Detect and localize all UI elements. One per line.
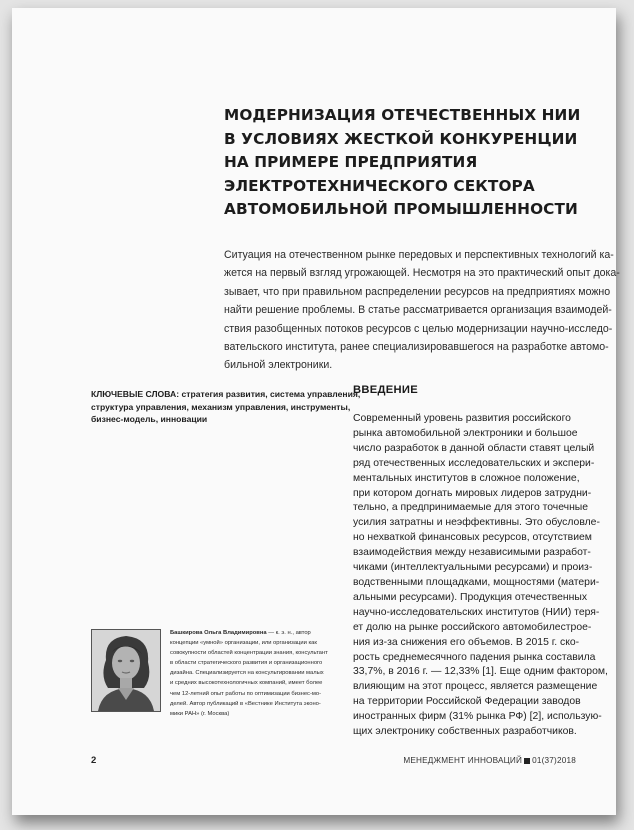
keywords (91, 388, 361, 426)
body-line: Современный уровень развития российского (353, 413, 571, 424)
author-portrait-image (92, 630, 160, 711)
bio-line: концепции «умной» организации, или организации как (170, 640, 317, 647)
article-title (224, 104, 584, 222)
body-line: ряд отечественных исследовательских и экспери- (353, 457, 595, 469)
keywords-line: структура управления, механизм управления, инструменты, (91, 401, 351, 412)
abstract-line: жется на первый взгляд угрожающей. Несмотря на это практический опыт дока- (224, 267, 620, 280)
body-line: иностранных фирм (31% рынка РФ) [2], использую- (353, 711, 602, 723)
bio-line: в области стратегического развития и организационного (170, 660, 323, 667)
body-line: чиками (интеллектуальными ресурсами) и произ- (353, 562, 593, 574)
body-line: водственными площадками, мощностями (матери- (353, 576, 600, 588)
body-line: ет долю на рынке российского автомобилестрое- (353, 621, 592, 633)
bio-line: делей. Автор публикаций в «Вестнике Института эконо- (170, 700, 321, 707)
body-line: научно-исследовательских институтов (НИИ) теря- (353, 606, 600, 618)
body-line: ментальных институтов в сложное положение, (353, 472, 580, 484)
section-heading: ВВЕДЕНИЕ (353, 384, 419, 396)
body-line: взаимодействия между независимыми разработ- (353, 547, 591, 559)
body-line: альными ресурсами). Продукция отечественных (353, 591, 588, 603)
journal-name: МЕНЕДЖМЕНТ ИННОВАЦИЙ (403, 756, 523, 765)
abstract-line: Ситуация на отечественном рынке передовых и перспективных технологий ка- (224, 249, 614, 261)
author-bio (170, 628, 350, 719)
title-line: В УСЛОВИЯХ ЖЕСТКОЙ КОНКУРЕНЦИИ (224, 129, 578, 148)
title-line: АВТОМОБИЛЬНОЙ ПРОМЫШЛЕННОСТИ (224, 200, 578, 218)
bio-line: совокупности областей концентрации знания, консультант (170, 650, 328, 657)
body-line: рынка автомобильной электроники и большое (353, 427, 578, 439)
abstract-line: бильной электроники. (224, 359, 333, 372)
abstract-line: зывает, что при правильном распределении ресурсов на предприятиях можно (224, 285, 611, 298)
bio-line: дизайна. Специализируется на консультировании малых (170, 670, 324, 677)
page-number: 2 (91, 755, 97, 766)
body-text (353, 412, 608, 740)
body-line: число разработок в данной области ставят целый (353, 442, 595, 454)
body-line: влияющим на этот процесс, является размещение (353, 681, 598, 693)
issue-number: 01(37)2018 (532, 756, 576, 765)
body-line: на территории Российской Федерации заводов (353, 696, 581, 708)
body-line: но нехваткой финансовых ресурсов, отсутствием (353, 532, 592, 544)
abstract-line: вательского института, ранее специализировавшегося на разработке автомо- (224, 341, 609, 354)
body-line: 33,7%, в 2016 г. — 12,33% [1]. Еще одним фактором, (353, 666, 608, 678)
keywords-line: бизнес-модель, инновации (91, 414, 208, 424)
abstract-line: найти решение проблемы. В статье рассматривается организация взаимодей- (224, 304, 612, 317)
abstract-line: ствия разобщенных потоков ресурсов с целью модернизации научно-исследо- (224, 322, 613, 335)
bio-line: Башкирова Ольга Владимировна — к. э. н., автор (170, 630, 311, 636)
running-footer (403, 756, 576, 765)
body-line: тельно, а предпринимаемые для этого точечные (353, 502, 589, 514)
body-line: щих электронику собственных разработчиков. (353, 726, 577, 738)
title-line: ЭЛЕКТРОТЕХНИЧЕСКОГО СЕКТОРА (224, 176, 535, 195)
author-photo (91, 629, 161, 712)
bio-line: и средних высокотехнологичных компаний, имеет более (170, 680, 323, 687)
keywords-line: КЛЮЧЕВЫЕ СЛОВА: стратегия развития, система управления, (91, 389, 361, 399)
body-line: рость среднемесячного падения рынка составила (353, 651, 596, 663)
title-line: НА ПРИМЕРЕ ПРЕДПРИЯТИЯ (224, 153, 478, 171)
body-line: при котором догнать мировых лидеров затрудни- (353, 487, 592, 499)
abstract (224, 246, 620, 375)
bio-line: чем 12-летний опыт работы по оптимизации бизнес-мо- (170, 690, 322, 697)
body-line: ния из-за снижения его объемов. В 2015 г. ско- (353, 636, 580, 648)
journal-page (12, 8, 620, 815)
body-line: усилия затратны и неэффективны. Это обусловле- (353, 517, 600, 529)
bio-line: мики РАН» (г. Москва) (170, 710, 230, 717)
square-bullet-icon (524, 758, 530, 764)
title-line: МОДЕРНИЗАЦИЯ ОТЕЧЕСТВЕННЫХ НИИ (224, 106, 581, 124)
